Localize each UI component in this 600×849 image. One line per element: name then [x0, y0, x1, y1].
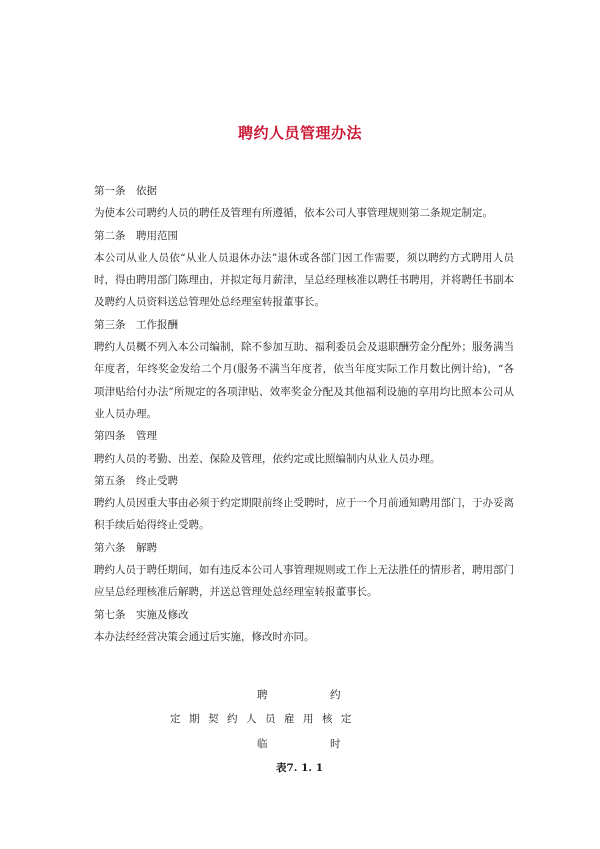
article-4-text: 聘约人员的考勤、出差、保险及管理，依约定或比照编制内从业人员办理。	[94, 452, 441, 465]
article-6-heading: 第六条 解聘	[94, 541, 157, 554]
article-3-text: 聘约人员概不列入本公司编制，除不参加互助、福利委员会及退职酬劳金分配外；服务满当年度者，年终奖金发给二个月(服务不满当年度者，依当年度实际工作月数比例计给)，“各项津贴给付办法”所规定的各项津贴、效率奖金分配及其他福利设施的享用均比照本公司从业人员办理。	[94, 341, 514, 420]
caption-line3-left: 临	[257, 738, 268, 750]
article-4-heading: 第四条 管理	[94, 430, 157, 443]
article-7-text: 本办法经经营决策会通过后实施，修改时亦同。	[94, 630, 315, 643]
table-number-label: 表7. 1. 1	[276, 762, 324, 774]
document-title: 聘约人员管理办法	[237, 124, 362, 142]
article-2-heading: 第二条 聘用范围	[94, 229, 178, 242]
article-7-heading: 第七条 实施及修改	[94, 608, 189, 621]
article-5-text: 聘约人员因重大事由必须于约定期限前终止受聘时，应于一个月前通知聘用部门，于办妥离积手续后始得终止受聘。	[94, 497, 514, 532]
article-6-text: 聘约人员于聘任期间，如有违反本公司人事管理规则或工作上无法胜任的情形者，聘用部门应呈总经理核准后解聘，并送总管理处总经理室转报董事长。	[94, 564, 514, 599]
article-2-text: 本公司从业人员依“从业人员退休办法”退休或各部门因工作需要，须以聘约方式聘用人员时，得由聘用部门陈理由，并拟定每月薪津，呈总经理核准以聘任书聘用，并将聘任书副本及聘约人员资料送总管理处总经理室转报董事长。	[94, 251, 514, 309]
article-5-heading: 第五条 终止受聘	[94, 474, 178, 487]
article-3-heading: 第三条 工作报酬	[94, 318, 178, 331]
caption-line1-left: 聘	[257, 689, 268, 701]
caption-line2: 定期契约人员雇用核定	[170, 713, 360, 725]
caption-line1-right: 约	[330, 689, 341, 701]
caption-line3-right: 时	[330, 738, 341, 750]
document-body	[94, 180, 514, 648]
article-1-heading: 第一条 依据	[94, 185, 157, 197]
article-1-text: 为使本公司聘约人员的聘任及管理有所遵循，依本公司人事管理规则第二条规定制定。	[94, 207, 493, 220]
